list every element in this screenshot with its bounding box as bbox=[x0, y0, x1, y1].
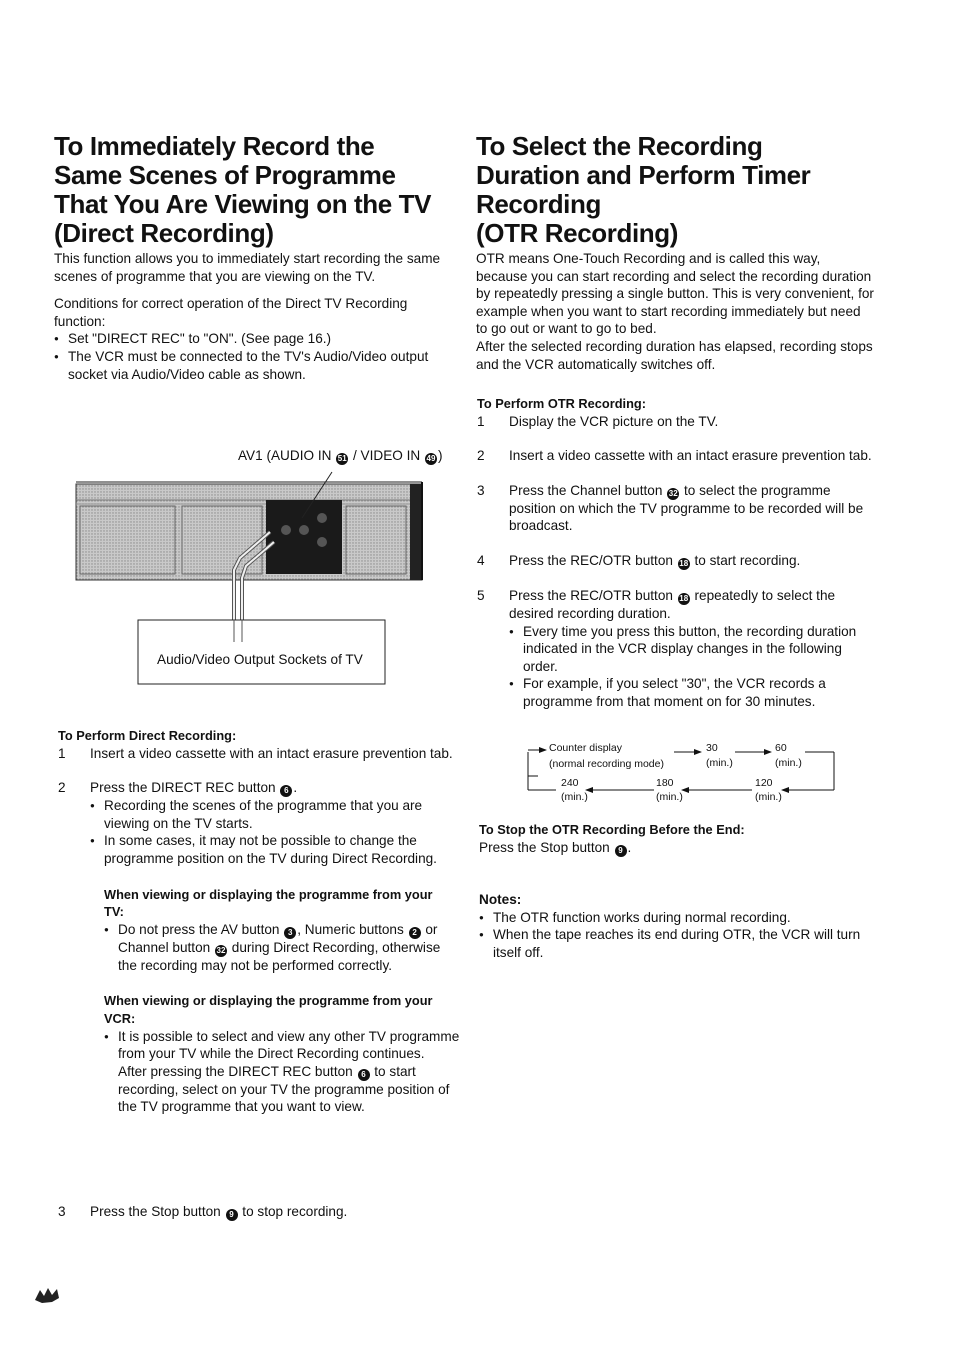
step-bullet: ● Recording the scenes of the programme that you are viewing on the TV starts. bbox=[90, 797, 458, 832]
step-1 bbox=[58, 745, 458, 763]
channel-button-badge: 32 bbox=[216, 945, 226, 955]
vcr-after-a: After pressing the DIRECT REC button bbox=[118, 1063, 353, 1079]
page-smudge-mark bbox=[32, 1284, 62, 1306]
min-label: (min.) bbox=[706, 757, 733, 769]
tv-note-block bbox=[58, 886, 452, 975]
stop-text: . bbox=[627, 839, 632, 855]
perform-otr-heading: To Perform OTR Recording: bbox=[477, 396, 646, 411]
step-text: Press the Channel button bbox=[509, 482, 663, 498]
av1-label bbox=[238, 447, 443, 465]
step-text: Press the DIRECT REC button bbox=[90, 780, 276, 796]
stop-otr-section bbox=[479, 821, 877, 857]
video-in-badge: 49 bbox=[426, 454, 436, 463]
left-title-line: Same Scenes of Programme bbox=[54, 160, 396, 190]
step-number: 5 bbox=[477, 587, 485, 603]
right-intro-block bbox=[476, 250, 874, 373]
step-text: Insert a video cassette with an intact erasure prevention tab. bbox=[90, 745, 453, 761]
right-title-line: Recording bbox=[476, 189, 601, 219]
tv-bullet-text: or Channel button bbox=[118, 921, 438, 955]
step-bullet: ● For example, if you select "30", the VCR records a programme from that moment on for 30 minutes. bbox=[509, 675, 875, 710]
direct-rec-button-badge: 6 bbox=[280, 785, 292, 797]
channel-button-badge: 32 bbox=[668, 488, 678, 498]
step-text: Press the REC/OTR button bbox=[509, 552, 673, 568]
step-text: to select the programme position on which the TV programme to be recorded will be broadcast. bbox=[509, 482, 864, 534]
right-intro: OTR means One-Touch Recording and is called this way, because you can start recording and select the recording duration by repeatedly pressing a single button. This is very convenient, for example when you want to start recording immediately but need to go out or want to go to bed. bbox=[476, 251, 874, 337]
numeric-buttons-badge: 2 bbox=[409, 927, 421, 939]
rec-otr-button-badge: 18 bbox=[679, 593, 689, 603]
direct-recording-section bbox=[58, 727, 458, 1116]
min-label: (min.) bbox=[656, 791, 683, 803]
right-title bbox=[476, 132, 896, 248]
otr-step bbox=[477, 552, 875, 570]
otr-step bbox=[477, 413, 875, 431]
step-number: 3 bbox=[58, 1204, 66, 1219]
step-number: 4 bbox=[477, 552, 485, 568]
stop-otr-heading: To Stop the OTR Recording Before the End: bbox=[479, 822, 745, 837]
otr-recording-section bbox=[477, 395, 875, 711]
counter-display-label: Counter display bbox=[549, 742, 622, 754]
left-title bbox=[54, 132, 474, 248]
step-2: 2 Press the DIRECT REC button 6 . bbox=[58, 780, 298, 796]
sockets-label: Audio/Video Output Sockets of TV bbox=[157, 652, 363, 667]
step-text: Press the REC/OTR button bbox=[509, 587, 673, 603]
left-intro-block bbox=[54, 250, 449, 383]
step-text: repeatedly to select the desired recording duration. bbox=[509, 587, 836, 621]
stop-otr-text bbox=[479, 839, 877, 857]
av1-prefix: AV1 (AUDIO IN bbox=[238, 448, 332, 463]
vcr-after-text bbox=[104, 1063, 460, 1116]
tv-bullet-text: during Direct Recording, otherwise the recording may not be performed correctly. bbox=[118, 939, 441, 973]
step-number: 3 bbox=[477, 482, 485, 498]
left-title-line: To Immediately Record the bbox=[54, 131, 375, 161]
perform-direct-heading: To Perform Direct Recording: bbox=[58, 728, 237, 743]
otr-step bbox=[477, 447, 875, 465]
av-button-badge: 3 bbox=[284, 927, 296, 939]
duration-120: 120 bbox=[755, 777, 773, 789]
notes-section bbox=[479, 891, 877, 961]
right-intro-2: After the selected recording duration has elapsed, recording stops and the VCR automatically switches off. bbox=[476, 338, 873, 372]
min-label: (min.) bbox=[755, 791, 782, 803]
vcr-bullet: ● It is possible to select and view any other TV programme from your TV while the Direct Recording continues. bbox=[104, 1028, 460, 1063]
av1-suffix: ) bbox=[438, 448, 443, 463]
av1-mid: / VIDEO IN bbox=[352, 448, 421, 463]
tv-bullet bbox=[104, 921, 452, 975]
step-bullet: ● Every time you press this button, the recording duration indicated in the VCR display changes in the following order. bbox=[509, 623, 875, 676]
step-text: to start recording. bbox=[694, 552, 801, 568]
direct-rec-button-badge: 6 bbox=[358, 1069, 370, 1081]
left-title-line: (Direct Recording) bbox=[54, 218, 274, 248]
min-label: (min.) bbox=[561, 791, 588, 803]
normal-mode-label: (normal recording mode) bbox=[549, 758, 664, 770]
notes-heading: Notes: bbox=[479, 892, 522, 907]
step-number: 1 bbox=[477, 413, 485, 429]
condition-bullet: ● Set "DIRECT REC" to "ON". (See page 16.) bbox=[54, 330, 449, 348]
note-item: ● The OTR function works during normal recording. bbox=[479, 909, 877, 927]
right-title-line: Duration and Perform Timer bbox=[476, 160, 811, 190]
otr-step bbox=[477, 482, 875, 535]
left-intro: This function allows you to immediately start recording the same scenes of programme that you are viewing on the TV. bbox=[54, 251, 441, 284]
duration-30: 30 bbox=[706, 742, 718, 754]
step-text: Insert a video cassette with an intact erasure prevention tab. bbox=[509, 448, 872, 464]
duration-180: 180 bbox=[656, 777, 674, 789]
otr-step bbox=[477, 587, 875, 623]
step-text: Press the Stop button bbox=[90, 1204, 221, 1219]
vcr-heading: When viewing or displaying the programme from your VCR: bbox=[104, 993, 433, 1026]
left-title-line: That You Are Viewing on the TV bbox=[54, 189, 432, 219]
stop-button-badge: 9 bbox=[226, 1209, 238, 1221]
vcr-after-b: to start recording, select on your TV the programme position of the TV programme that you want to view. bbox=[118, 1063, 450, 1115]
step-bullet: ● In some cases, it may not be possible to change the programme position on the TV during Direct Recording. bbox=[90, 832, 458, 867]
condition-bullet: ● The VCR must be connected to the TV's Audio/Video output socket via Audio/Video cable as shown. bbox=[54, 348, 449, 383]
tv-heading: When viewing or displaying the programme from your TV: bbox=[104, 886, 433, 920]
step-number: 2 bbox=[477, 448, 485, 464]
step-number: 1 bbox=[58, 745, 66, 761]
tv-bullet-text: , Numeric buttons bbox=[297, 921, 404, 937]
min-label: (min.) bbox=[775, 757, 802, 769]
step-5-bullets bbox=[477, 623, 875, 711]
vcr-note-block bbox=[58, 992, 460, 1116]
rec-otr-button-badge: 18 bbox=[679, 558, 689, 568]
right-title-line: To Select the Recording bbox=[476, 131, 763, 161]
stop-text: Press the Stop button bbox=[479, 839, 610, 855]
duration-60: 60 bbox=[775, 742, 787, 754]
note-item: ● When the tape reaches its end during OTR, the VCR will turn itself off. bbox=[479, 926, 877, 961]
left-conditions: Conditions for correct operation of the Direct TV Recording function: bbox=[54, 296, 408, 329]
right-title-line: (OTR Recording) bbox=[476, 218, 678, 248]
audio-in-badge: 51 bbox=[337, 454, 347, 463]
step-text: Display the VCR picture on the TV. bbox=[509, 413, 719, 429]
stop-button-badge: 9 bbox=[615, 845, 627, 857]
step-2-bullets bbox=[58, 797, 458, 867]
tv-bullet-text: Do not press the AV button bbox=[118, 921, 280, 937]
step-text: to stop recording. bbox=[242, 1204, 348, 1219]
step-3 bbox=[58, 1203, 490, 1221]
duration-240: 240 bbox=[561, 777, 579, 789]
step-number: 2 bbox=[58, 780, 66, 796]
